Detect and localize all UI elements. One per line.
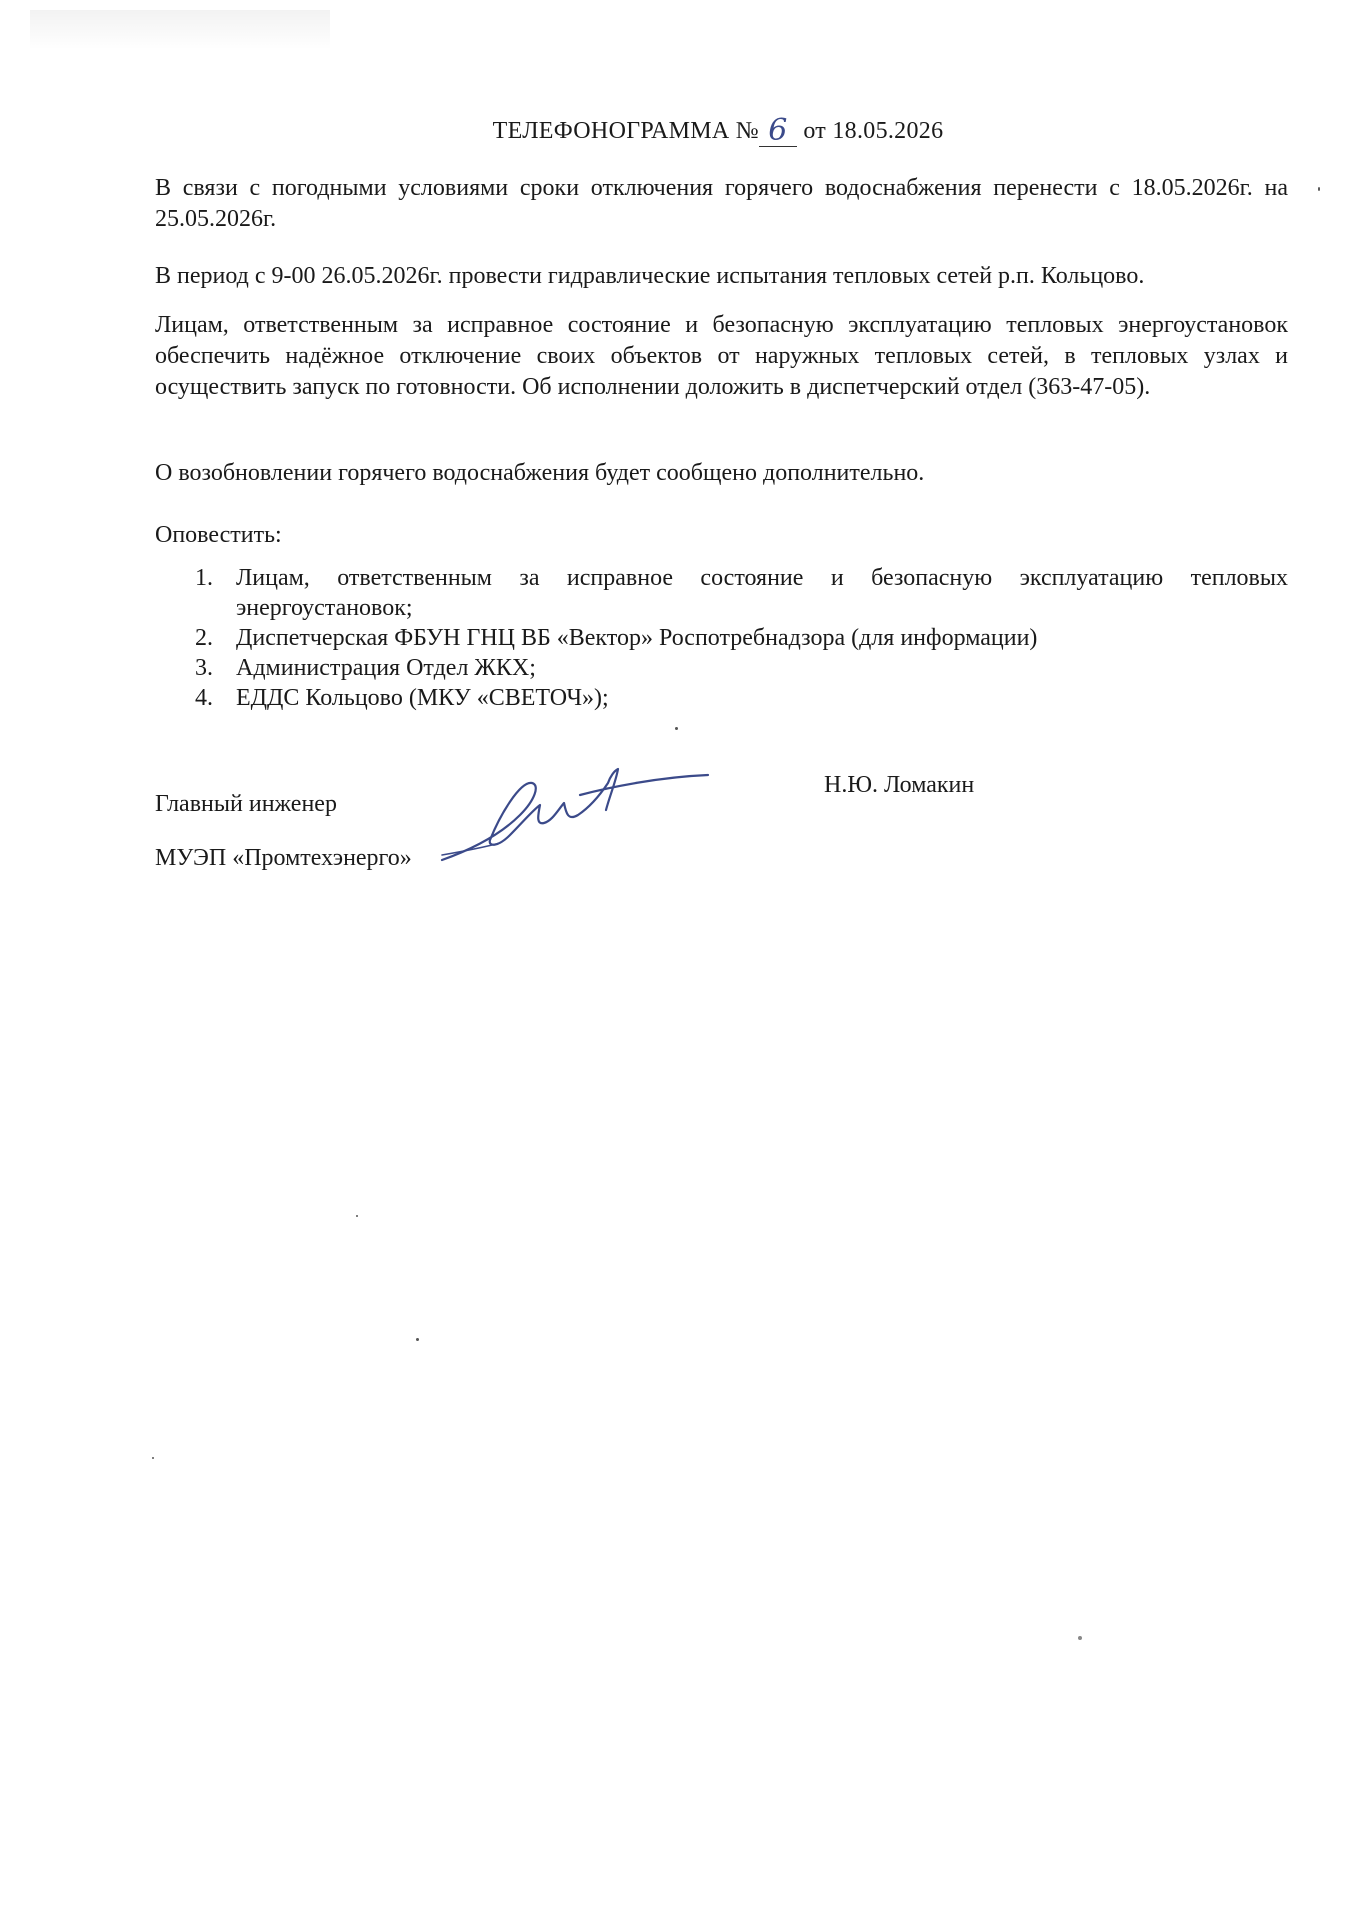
list-item-text: Лицам, ответственным за исправное состояние и безопасную эксплуатацию тепловых энергоустановок;: [236, 565, 1288, 621]
scan-speck: [1078, 1636, 1082, 1640]
scan-speck: [1318, 187, 1320, 191]
paragraph-responsible-persons: Лицам, ответственным за исправное состояние и безопасную эксплуатацию тепловых энергоустановок обеспечить надёжное отключение своих объектов от наружных тепловых сетей, в тепловых узлах и осуществить запуск по готовности. Об исполнении доложить в диспетчерский отдел (363-47-05).: [155, 312, 1288, 400]
list-item-number: 3.: [195, 655, 213, 681]
title-date: от 18.05.2026: [803, 118, 944, 144]
paragraph-reschedule: В связи с погодными условиями сроки отключения горячего водоснабжения перенести с 18.05.2026г. на 25.05.2026г.: [155, 175, 1288, 232]
notify-heading: Оповестить:: [155, 522, 282, 548]
list-item-text: Администрация Отдел ЖКХ;: [236, 655, 536, 681]
signatory-position: Главный инженер: [155, 791, 337, 817]
scan-shadow: [30, 10, 330, 50]
title-prefix: ТЕЛЕФОНОГРАММА №: [492, 118, 759, 144]
list-item: [155, 683, 1288, 713]
signatory-block: [155, 777, 412, 885]
paragraph-hydraulic-tests: В период с 9-00 26.05.2026г. провести гидравлические испытания тепловых сетей р.п. Кольцово.: [155, 263, 1145, 289]
handwritten-number: 6: [759, 120, 797, 147]
list-item: [155, 623, 1288, 653]
scan-speck: [675, 727, 678, 730]
document-title: [0, 113, 1356, 148]
list-item: [155, 653, 1288, 683]
signatory-organization: МУЭП «Промтехэнерго»: [155, 845, 412, 871]
list-item-number: 2.: [195, 625, 213, 651]
notify-list: [155, 563, 1288, 713]
list-item: [155, 563, 1288, 623]
scan-speck: [356, 1215, 358, 1217]
paragraph-resumption: О возобновлении горячего водоснабжения будет сообщено дополнительно.: [155, 460, 925, 486]
signatory-name: Н.Ю. Ломакин: [824, 772, 975, 798]
handwritten-signature: [440, 755, 710, 865]
list-item-text: Диспетчерская ФБУН ГНЦ ВБ «Вектор» Роспотребнадзора (для информации): [236, 625, 1038, 651]
scan-speck: [152, 1457, 154, 1459]
list-item-number: 4.: [195, 685, 213, 711]
list-item-text: ЕДДС Кольцово (МКУ «СВЕТОЧ»);: [236, 685, 609, 711]
list-item-number: 1.: [195, 565, 213, 591]
scan-speck: [416, 1338, 419, 1341]
